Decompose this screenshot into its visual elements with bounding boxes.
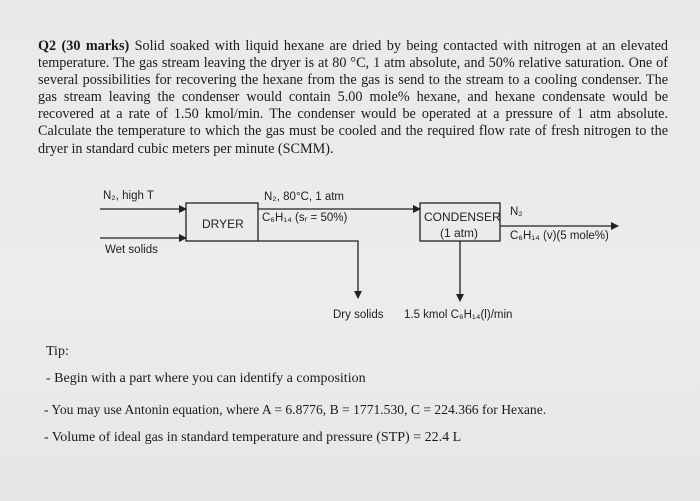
tip-item: - Begin with a part where you can identify a composition	[46, 371, 366, 386]
tip-item: - You may use Antonin equation, where A = 6.8776, B = 1771.530, C = 224.366 for Hexane.	[44, 402, 547, 417]
tip-title: Tip:	[46, 344, 69, 359]
wet-solids-label: Wet solids	[105, 244, 158, 256]
condenser-pressure-label: (1 atm)	[440, 226, 479, 240]
dry-solids-arrow	[258, 241, 358, 298]
condensate-label: 1.5 kmol C₆H₁₄(l)/min	[404, 309, 513, 321]
dry-solids-label: Dry solids	[333, 309, 384, 321]
question-heading: Q2 (30 marks)	[38, 38, 130, 54]
tip-item: - Volume of ideal gas in standard temperature and pressure (STP) = 22.4 L	[44, 430, 462, 445]
outlet-hexane-label: C₆H₁₄ (v)(5 mole%)	[510, 230, 609, 242]
inlet-n2-label: N₂, high T	[103, 190, 154, 202]
stream-top-label: N₂, 80°C, 1 atm	[264, 191, 345, 203]
stream-bottom-label: C₆H₁₄ (sᵣ = 50%)	[262, 212, 348, 224]
outlet-n2-label: N₂	[510, 206, 523, 218]
dryer-label: DRYER	[202, 217, 244, 231]
condenser-label: CONDENSER	[424, 210, 501, 224]
question-text: Solid soaked with liquid hexane are dried by being contacted with nitrogen at an elevated temperature. The gas stream leaving the dryer is at 80 °C, 1 atm absolute, and 50% relative saturation. One of several possibilities for recovering the hexane from the gas is send to the stream to a cooling condenser. The gas stream leaving the condenser would contain 5.00 mole% hexane, and hexane condensate would be recovered at a rate of 1.50 kmol/min. The condenser would be operated at a pressure of 1 atm absolute. Calculate the temperature to which the gas must be cooled and the required flow rate of fresh nitrogen to the dryer in standard cubic meters per minute (SCMM).	[38, 38, 669, 157]
